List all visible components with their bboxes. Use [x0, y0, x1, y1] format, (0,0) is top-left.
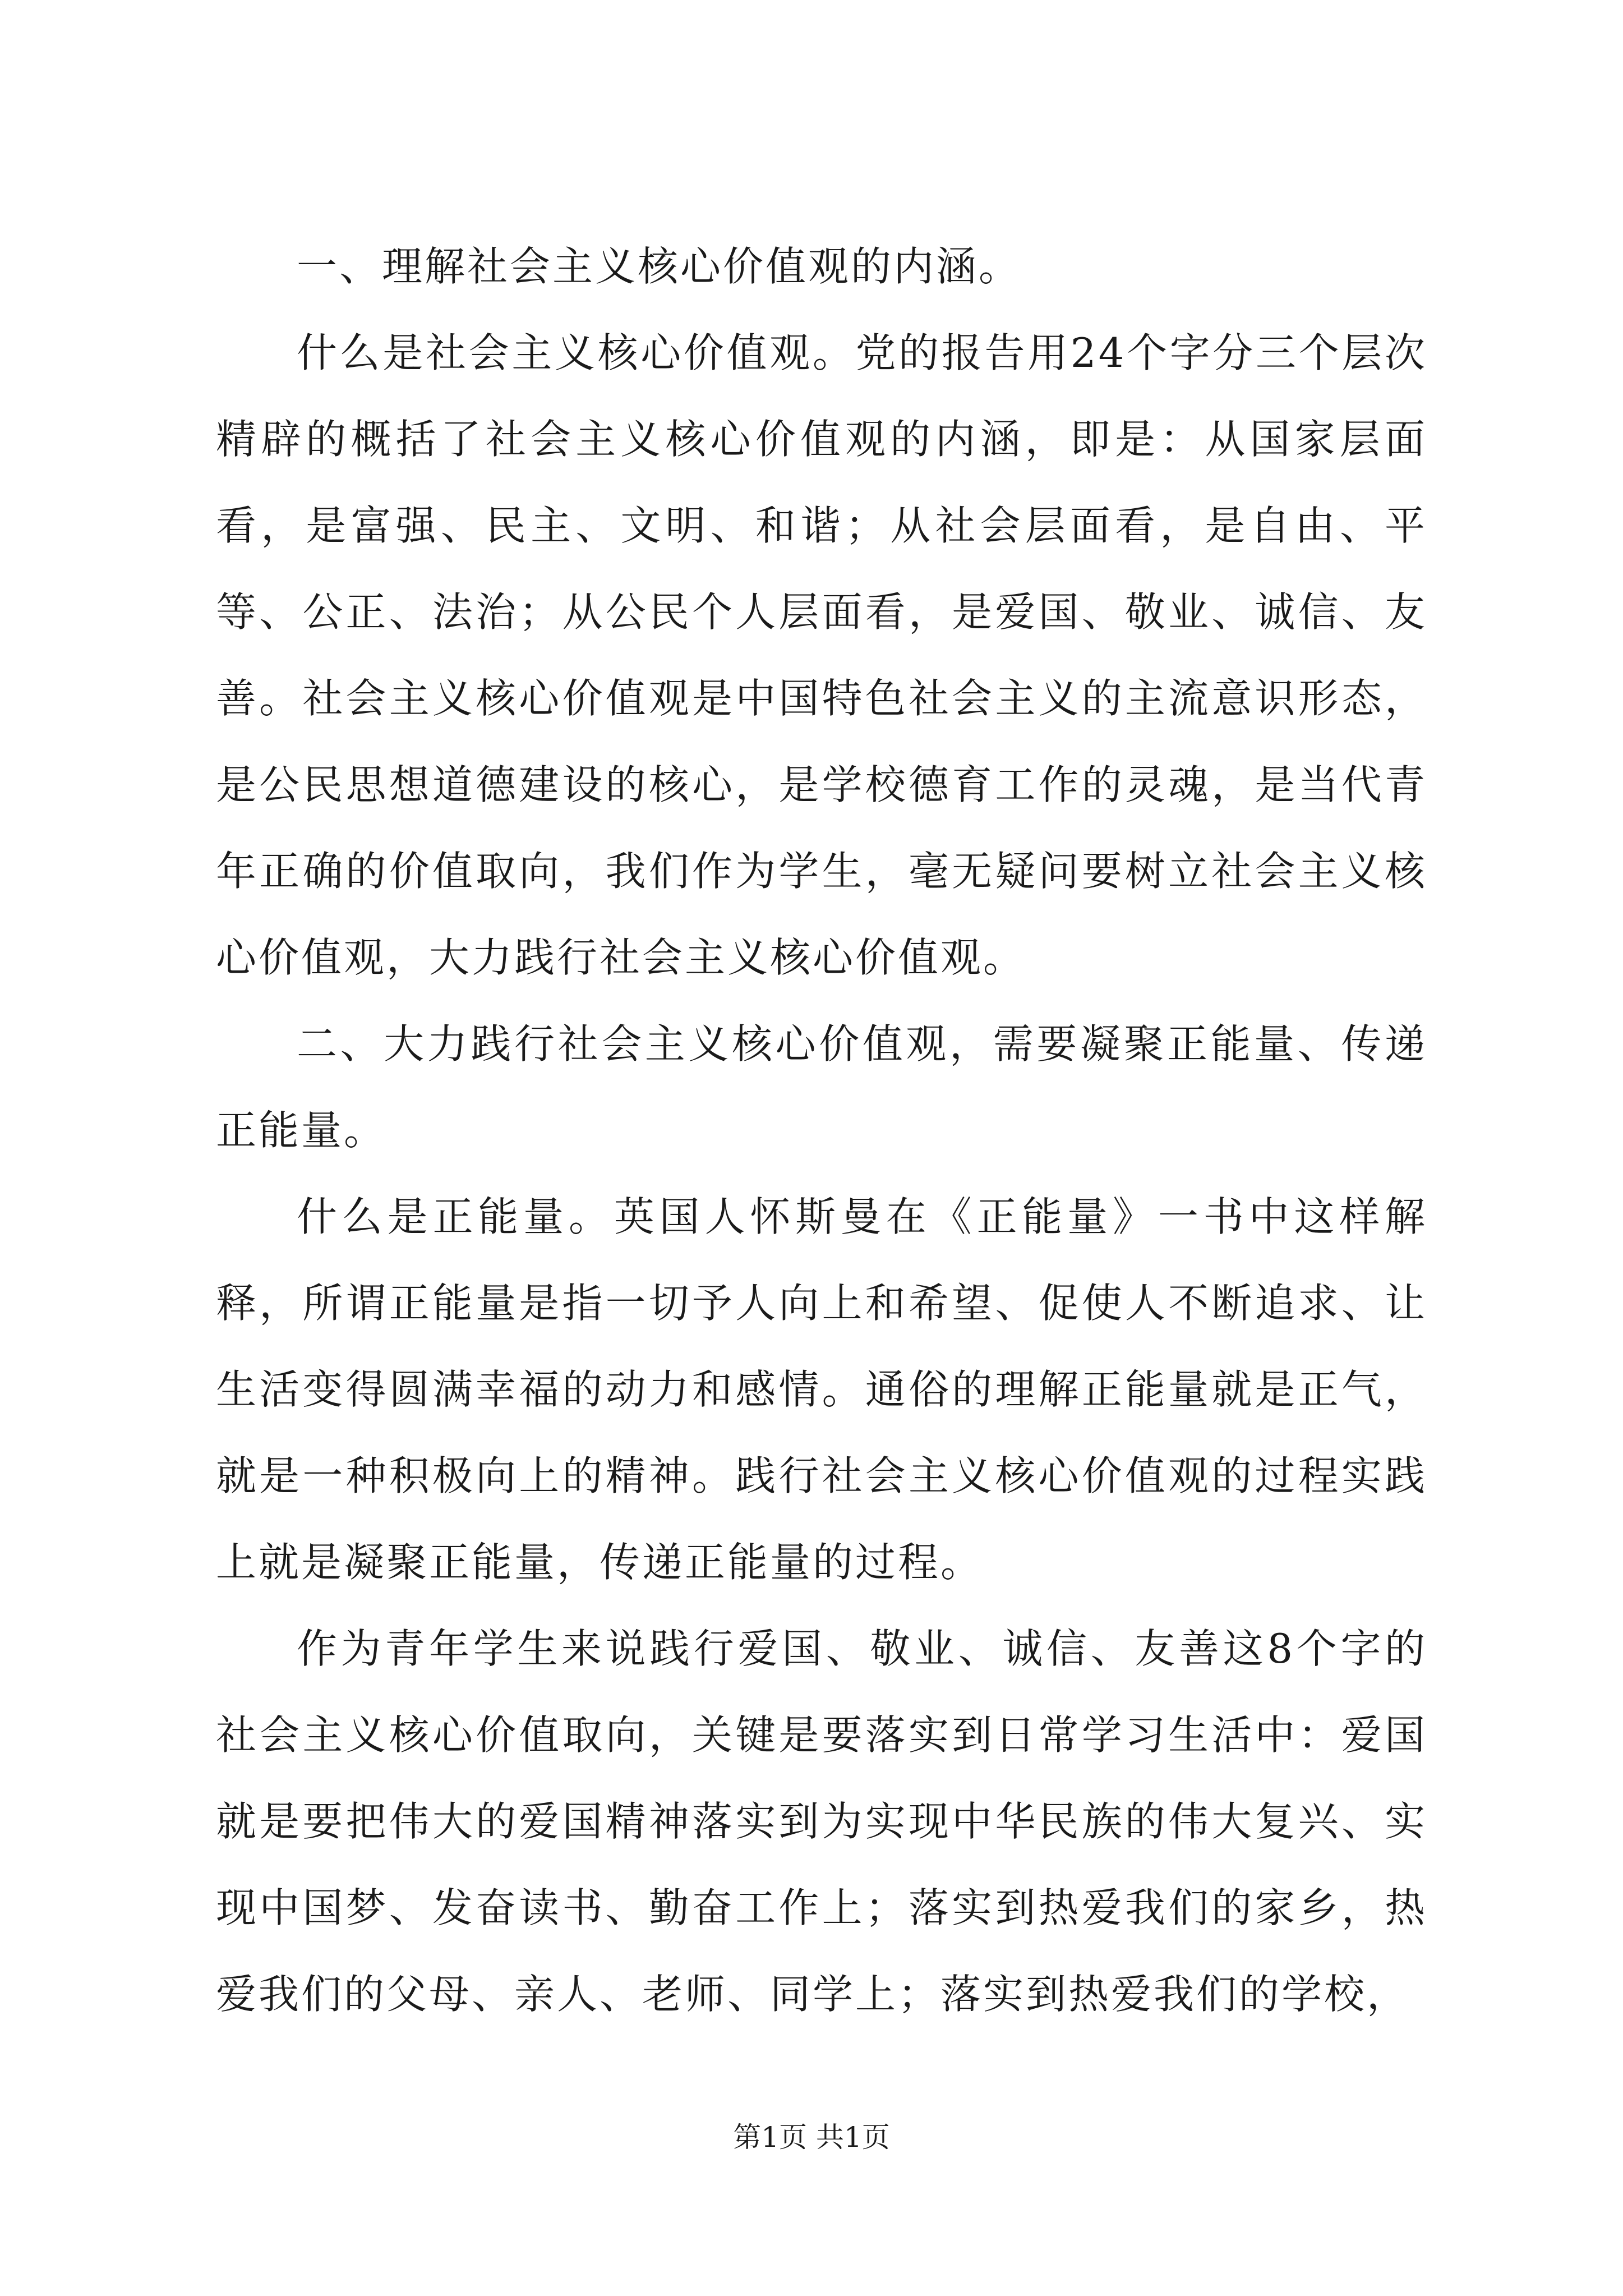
page-number: 第1页 共1页 [733, 2121, 890, 2154]
paragraph-core-values-definition: 什么是社会主义核心价值观。党的报告用24个字分三个层次精辟的概括了社会主义核心价值观的内涵，即是：从国家层面看，是富强、民主、文明、和谐；从社会层面看，是自由、平等、公正、法治；从公民个人层面看，是爱国、敬业、诚信、友善。社会主义核心价值观是中国特色社会主义的主流意识形态，是公民思想道德建设的核心，是学校德育工作的灵魂，是当代青年正确的价值取向，我们作为学生，毫无疑问要树立社会主义核心价值观，大力践行社会主义核心价值观。 [216, 329, 1427, 981]
paragraph-positive-energy: 什么是正能量。英国人怀斯曼在《正能量》一书中这样解释，所谓正能量是指一切予人向上和希望、促使人不断追求、让生活变得圆满幸福的动力和感情。通俗的理解正能量就是正气，就是一种积极向上的精神。践行社会主义核心价值观的过程实践上就是凝聚正能量，传递正能量的过程。 [216, 1193, 1427, 1586]
document-body [216, 223, 1427, 2037]
heading-section-two: 二、大力践行社会主义核心价值观，需要凝聚正能量、传递正能量。 [216, 1020, 1427, 1154]
heading-section-one: 一、理解社会主义核心价值观的内涵。 [297, 243, 1022, 290]
paragraph-student-practice: 作为青年学生来说践行爱国、敬业、诚信、友善这8个字的社会主义核心价值取向，关键是要落实到日常学习生活中：爱国就是要把伟大的爱国精神落实到为实现中华民族的伟大复兴、实现中国梦、发奋读书、勤奋工作上；落实到热爱我们的家乡，热爱我们的父母、亲人、老师、同学上；落实到热爱我们的学校， [216, 1625, 1427, 2018]
